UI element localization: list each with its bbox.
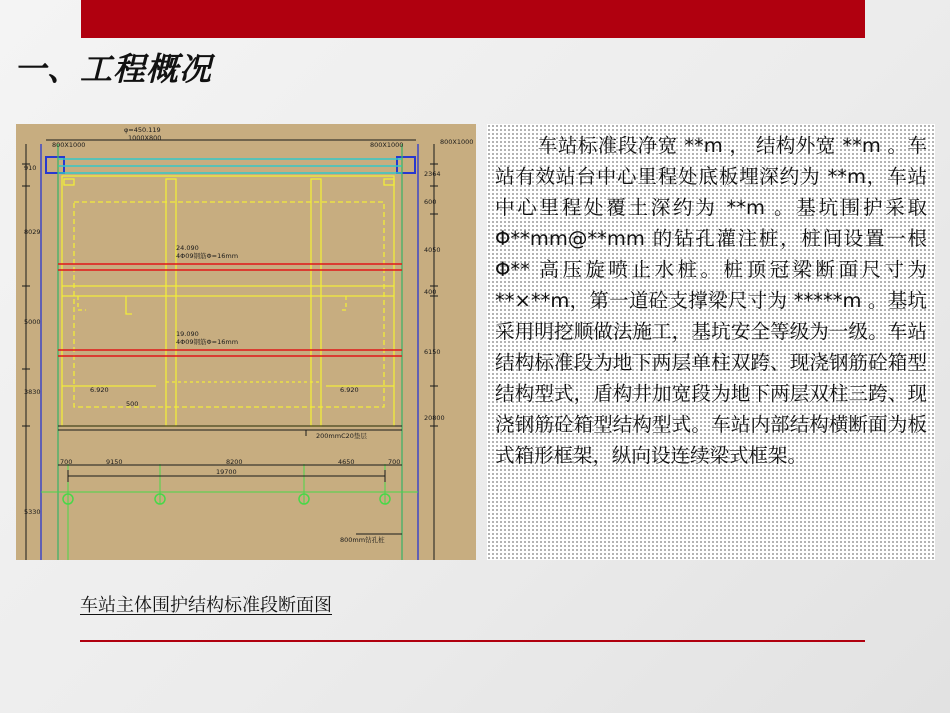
label-top-right-dim: 800X1000 — [370, 141, 404, 149]
page-title: 一、工程概况 — [14, 50, 213, 88]
label-lv-8029: 8029 — [24, 228, 41, 236]
description-panel — [487, 124, 935, 560]
label-rv-400: 400 — [424, 288, 437, 296]
label-rv-6150: 6150 — [424, 348, 441, 356]
guide-lines — [41, 144, 418, 560]
label-dim-4650: 4650 — [338, 458, 355, 466]
pile-walls — [41, 144, 418, 560]
label-lv-5000: 5000 — [24, 318, 41, 326]
label-level-right: 6.920 — [340, 386, 359, 394]
first-strut — [58, 159, 402, 173]
label-bar-upper: 4Φ09钢筋Φ=16mm — [176, 252, 239, 260]
label-cushion: 200mmC20垫层 — [316, 432, 367, 440]
label-dim-700a: 700 — [60, 458, 73, 466]
dimension-ticks — [22, 164, 438, 482]
label-dim-8200: 8200 — [226, 458, 243, 466]
label-bottom-note: 800mm钻孔桩 — [340, 536, 385, 544]
label-top-center-note: φ=450.119 — [124, 126, 161, 134]
cross-section-drawing — [16, 124, 476, 560]
label-level-upper: 24.090 — [176, 244, 199, 252]
label-lv-3830: 3830 — [24, 388, 41, 396]
label-dim-9150: 9150 — [106, 458, 123, 466]
axis-markers — [63, 494, 390, 504]
label-level-left: 6.920 — [90, 386, 109, 394]
description-text: 车站标准段净宽 **m ， 结构外宽 **m 。车站有效站台中心里程处底板埋深约为 **m，车站中心里程处覆土深约为 **m 。基坑围护采取 Φ**mm@**mm 的钻孔灌注桩，桩间设置一根 Φ** 高压旋喷止水桩。桩顶冠梁断面尺寸为 **×**m，第一道砼支撑梁尺寸为 *****m 。基坑采用明挖顺做法施工，基坑安全等级为一级。车站结构标准段为地下两层单柱双跨、现浇钢筋砼箱型结构型式，盾构井加宽段为地下两层双柱三跨、现浇钢筋砼箱型结构型式。车站内部结构横断面为板式箱形框架，纵向设连续梁式框架。 — [495, 134, 927, 467]
label-rv-600: 600 — [424, 198, 437, 206]
label-dim-total: 19700 — [216, 468, 237, 476]
label-level-lower: 19.090 — [176, 330, 199, 338]
bottom-divider — [80, 640, 865, 642]
label-rv-4050: 4050 — [424, 246, 441, 254]
label-bar-lower: 4Φ09钢筋Φ=16mm — [176, 338, 239, 346]
label-top-left-dim: 800X1000 — [52, 141, 86, 149]
label-dim-700b: 700 — [388, 458, 401, 466]
figure-caption: 车站主体围护结构标准段断面图 — [80, 595, 332, 616]
top-banner — [81, 0, 865, 38]
label-mid-dim: 500 — [126, 400, 139, 408]
label-lv-5330: 5330 — [24, 508, 41, 516]
label-lv-910: 910 — [24, 164, 37, 172]
label-far-right-dim: 800X1000 — [440, 138, 474, 146]
label-rv-2364: 2364 — [424, 170, 441, 178]
label-top-center-size: 1000X800 — [128, 134, 162, 142]
label-rv-20800: 20800 — [424, 414, 445, 422]
